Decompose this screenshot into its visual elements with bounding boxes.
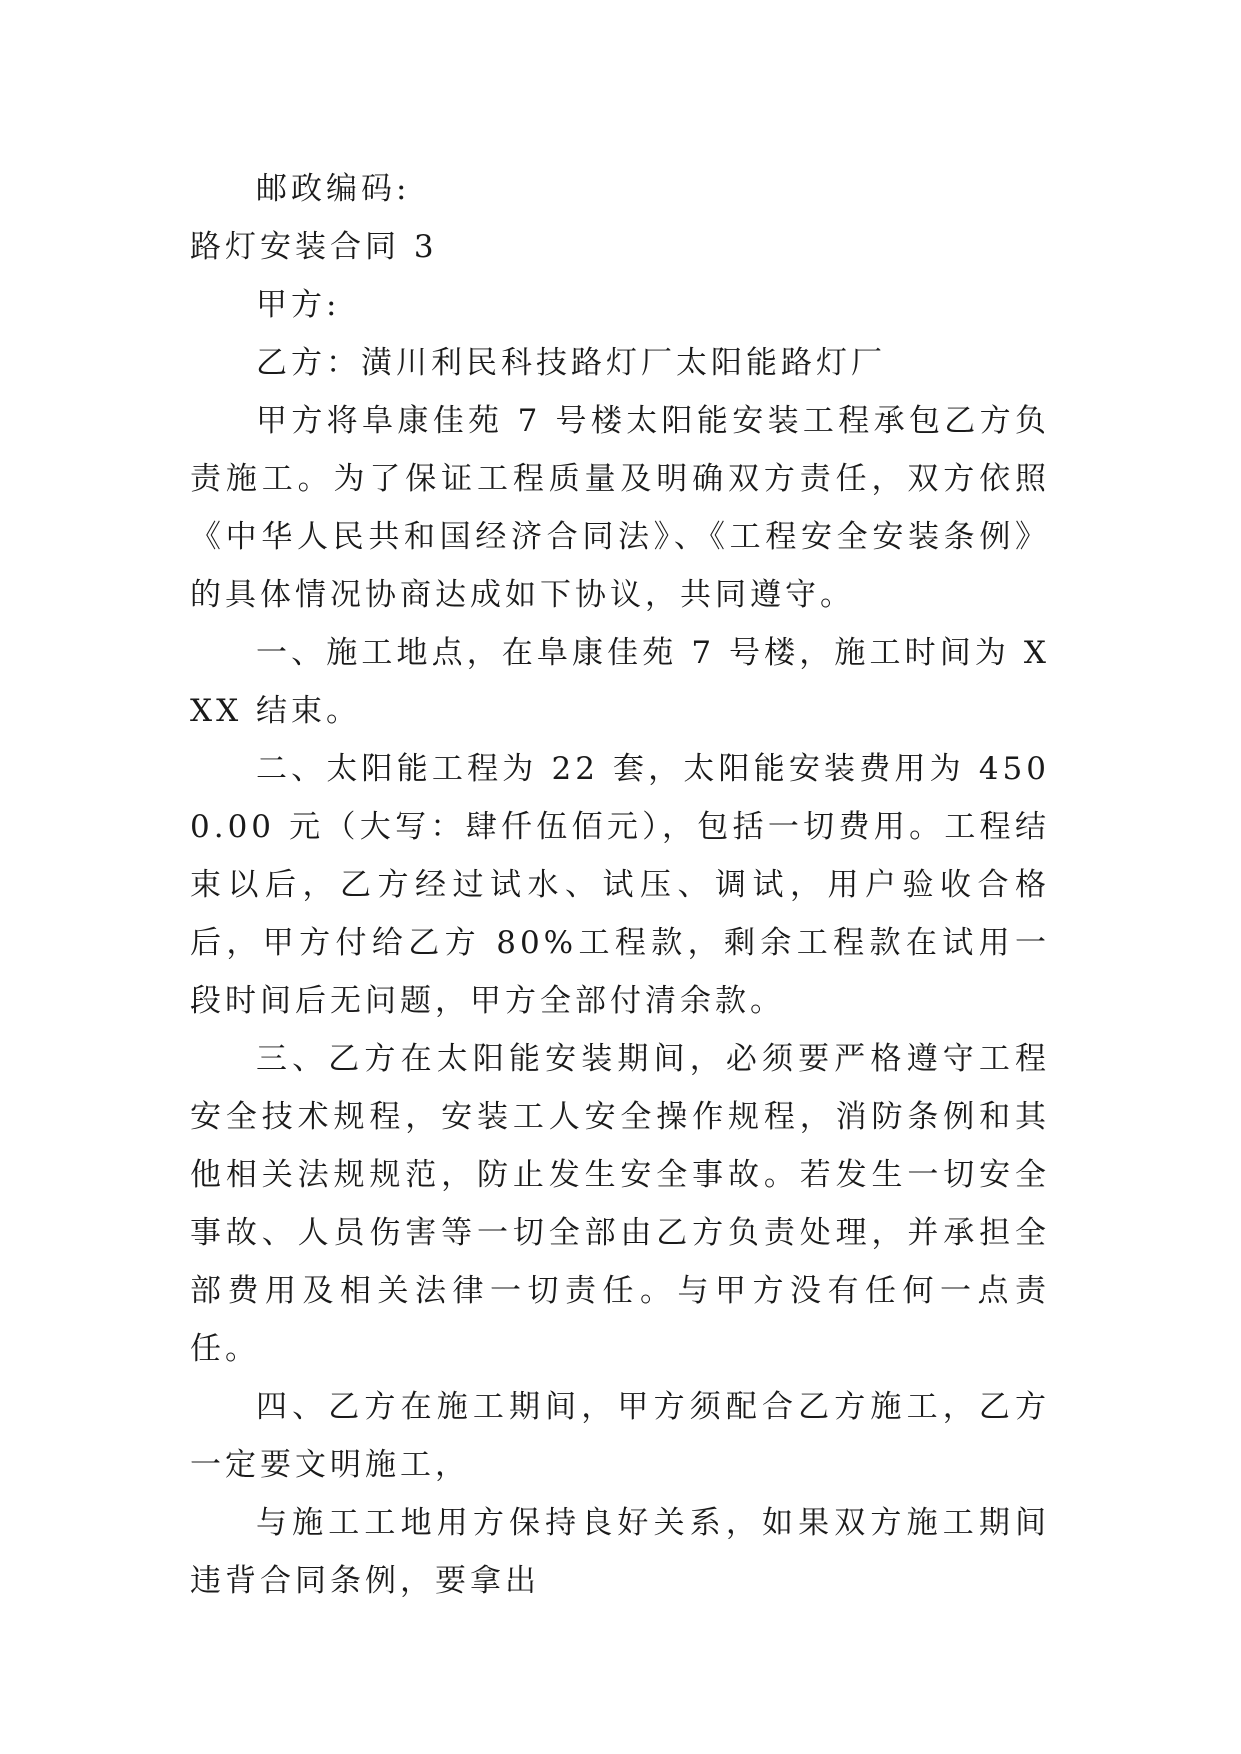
clause-4: 四、乙方在施工期间，甲方须配合乙方施工，乙方一定要文明施工， <box>190 1389 1050 1483</box>
clause-3: 三、乙方在太阳能安装期间，必须要严格遵守工程安全技术规程，安装工人安全操作规程，消防条例和其他相关法规规范，防止发生安全事故。若发生一切安全事故、人员伤害等一切全部由乙方负责处理，并承担全部费用及相关法律一切责任。与甲方没有任何一点责任。 <box>190 1041 1050 1367</box>
party-a-line: 甲方: <box>256 287 341 323</box>
clause-1: 一、施工地点，在阜康佳苑 7 号楼，施工时间为 XXX 结束。 <box>190 635 1050 729</box>
contract-title: 路灯安装合同 3 <box>190 229 438 265</box>
clause-2: 二、太阳能工程为 22 套，太阳能安装费用为 4500.00 元（大写：肆仟伍佰元），包括一切费用。工程结束以后，乙方经过试水、试压、调试，用户验收合格后，甲方付给乙方 80%工程款，剩余工程款在试用一段时间后无问题，甲方全部付清余款。 <box>190 751 1050 1019</box>
intro-paragraph: 甲方将阜康佳苑 7 号楼太阳能安装工程承包乙方负责施工。为了保证工程质量及明确双方责任，双方依照《中华人民共和国经济合同法》、《工程安全安装条例》的具体情况协商达成如下协议，共同遵守。 <box>190 403 1050 613</box>
postal-code-line: 邮政编码: <box>256 171 411 207</box>
document-body <box>190 160 1050 1610</box>
party-b-line: 乙方：潢川利民科技路灯厂太阳能路灯厂 <box>256 345 886 381</box>
clause-4-continued: 与施工工地用方保持良好关系，如果双方施工期间违背合同条例，要拿出 <box>190 1505 1050 1599</box>
